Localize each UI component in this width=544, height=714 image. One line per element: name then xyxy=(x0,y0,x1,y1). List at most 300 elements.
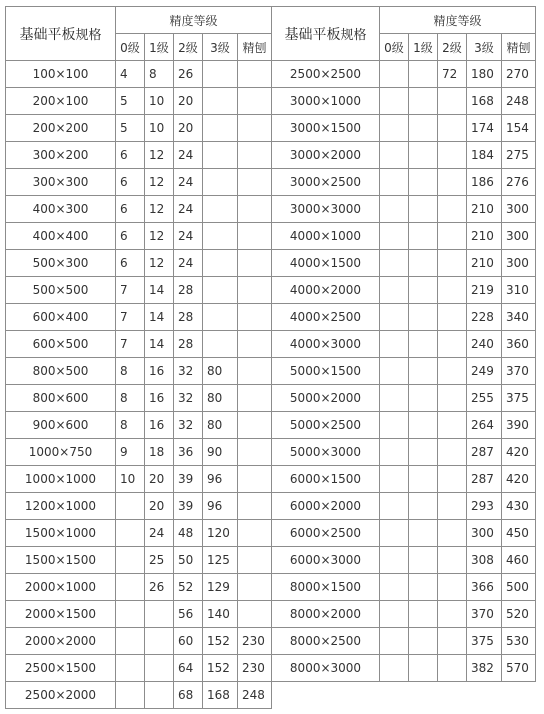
left-size-cell: 200×100 xyxy=(6,88,116,115)
right-grade-2-cell xyxy=(438,412,467,439)
table-row xyxy=(6,628,536,655)
right-grade-0-cell xyxy=(380,169,409,196)
grade-col-1-left: 1级 xyxy=(145,34,174,61)
left-grade-3-cell: 90 xyxy=(203,439,238,466)
right-grade-1-cell xyxy=(409,250,438,277)
right-grade-2-cell xyxy=(438,223,467,250)
left-grade-1-cell: 10 xyxy=(145,115,174,142)
right-grade-0-cell xyxy=(380,88,409,115)
right-grade-1-cell xyxy=(409,277,438,304)
right-grade-2-cell xyxy=(438,655,467,682)
left-size-cell: 2500×2000 xyxy=(6,682,116,709)
right-grade-1-cell xyxy=(409,628,438,655)
right-grade-2-cell xyxy=(438,439,467,466)
left-grade-0-cell xyxy=(116,520,145,547)
right-grade-3-cell: 375 xyxy=(467,628,502,655)
right-grade-3-cell: 180 xyxy=(467,61,502,88)
right-planed-cell: 276 xyxy=(502,169,536,196)
right-planed-cell: 530 xyxy=(502,628,536,655)
right-planed-cell: 500 xyxy=(502,574,536,601)
left-grade-2-cell: 56 xyxy=(174,601,203,628)
right-size-cell: 5000×1500 xyxy=(272,358,380,385)
right-size-cell: 5000×3000 xyxy=(272,439,380,466)
right-grade-1-cell xyxy=(409,385,438,412)
right-size-cell: 4000×1000 xyxy=(272,223,380,250)
right-size-cell: 6000×2000 xyxy=(272,493,380,520)
right-planed-cell: 248 xyxy=(502,88,536,115)
left-grade-1-cell: 16 xyxy=(145,412,174,439)
left-grade-0-cell xyxy=(116,628,145,655)
left-grade-0-cell: 4 xyxy=(116,61,145,88)
left-grade-2-cell: 26 xyxy=(174,61,203,88)
right-grade-3-cell: 210 xyxy=(467,196,502,223)
right-size-cell: 5000×2500 xyxy=(272,412,380,439)
right-grade-3-cell: 300 xyxy=(467,520,502,547)
right-grade-1-cell xyxy=(409,88,438,115)
left-size-cell: 1500×1000 xyxy=(6,520,116,547)
left-size-cell: 1200×1000 xyxy=(6,493,116,520)
left-grade-0-cell xyxy=(116,601,145,628)
table-row xyxy=(6,547,536,574)
left-grade-3-cell xyxy=(203,115,238,142)
table-row xyxy=(6,331,536,358)
left-planed-cell xyxy=(238,142,272,169)
table-row xyxy=(6,88,536,115)
right-grade-0-cell xyxy=(380,493,409,520)
table-row xyxy=(6,466,536,493)
left-grade-3-cell xyxy=(203,169,238,196)
right-size-cell: 8000×3000 xyxy=(272,655,380,682)
grade-group-header-right: 精度等级 xyxy=(380,7,536,34)
right-grade-1-cell xyxy=(409,439,438,466)
table-row xyxy=(6,439,536,466)
left-planed-cell xyxy=(238,520,272,547)
right-planed-cell: 520 xyxy=(502,601,536,628)
left-grade-2-cell: 24 xyxy=(174,250,203,277)
right-size-cell: 6000×2500 xyxy=(272,520,380,547)
left-grade-1-cell: 16 xyxy=(145,358,174,385)
right-grade-0-cell xyxy=(380,142,409,169)
left-grade-2-cell: 36 xyxy=(174,439,203,466)
left-size-cell: 2500×1500 xyxy=(6,655,116,682)
left-grade-3-cell xyxy=(203,277,238,304)
right-grade-2-cell xyxy=(438,385,467,412)
right-grade-1-cell xyxy=(409,493,438,520)
left-grade-1-cell: 26 xyxy=(145,574,174,601)
left-size-cell: 400×300 xyxy=(6,196,116,223)
left-grade-2-cell: 24 xyxy=(174,223,203,250)
right-size-cell: 6000×3000 xyxy=(272,547,380,574)
left-size-cell: 100×100 xyxy=(6,61,116,88)
right-grade-0-cell xyxy=(380,277,409,304)
right-size-cell: 8000×2500 xyxy=(272,628,380,655)
right-size-cell: 3000×2500 xyxy=(272,169,380,196)
left-size-cell: 200×200 xyxy=(6,115,116,142)
left-grade-0-cell: 9 xyxy=(116,439,145,466)
left-grade-1-cell: 20 xyxy=(145,493,174,520)
left-grade-3-cell: 96 xyxy=(203,466,238,493)
grade-col-2-right: 2级 xyxy=(438,34,467,61)
right-planed-cell: 275 xyxy=(502,142,536,169)
left-grade-2-cell: 32 xyxy=(174,412,203,439)
left-grade-0-cell xyxy=(116,493,145,520)
right-planed-cell: 300 xyxy=(502,223,536,250)
right-grade-3-cell: 168 xyxy=(467,88,502,115)
left-size-cell: 1000×750 xyxy=(6,439,116,466)
right-grade-3-cell: 210 xyxy=(467,250,502,277)
left-grade-1-cell: 10 xyxy=(145,88,174,115)
left-grade-1-cell: 8 xyxy=(145,61,174,88)
left-grade-0-cell: 6 xyxy=(116,250,145,277)
right-planed-cell: 154 xyxy=(502,115,536,142)
left-grade-3-cell xyxy=(203,331,238,358)
left-grade-1-cell: 18 xyxy=(145,439,174,466)
left-grade-0-cell: 7 xyxy=(116,277,145,304)
grade-col-3-right: 3级 xyxy=(467,34,502,61)
table-row xyxy=(6,250,536,277)
left-planed-cell xyxy=(238,385,272,412)
left-grade-1-cell: 14 xyxy=(145,277,174,304)
left-grade-3-cell: 120 xyxy=(203,520,238,547)
left-grade-1-cell: 12 xyxy=(145,169,174,196)
right-grade-1-cell xyxy=(409,196,438,223)
right-planed-cell: 420 xyxy=(502,466,536,493)
right-grade-0-cell xyxy=(380,61,409,88)
left-grade-1-cell: 12 xyxy=(145,250,174,277)
right-grade-2-cell xyxy=(438,250,467,277)
left-grade-0-cell xyxy=(116,682,145,709)
left-size-cell: 600×500 xyxy=(6,331,116,358)
table-row xyxy=(6,169,536,196)
right-grade-3-cell: 249 xyxy=(467,358,502,385)
spec-header-right: 基础平板规格 xyxy=(272,7,380,61)
right-grade-1-cell xyxy=(409,466,438,493)
flatbed-spec-table xyxy=(5,6,536,709)
right-grade-2-cell xyxy=(438,547,467,574)
table-row xyxy=(6,142,536,169)
right-grade-3-cell: 210 xyxy=(467,223,502,250)
grade-col-2-left: 2级 xyxy=(174,34,203,61)
left-planed-cell xyxy=(238,331,272,358)
left-grade-3-cell: 168 xyxy=(203,682,238,709)
left-grade-1-cell: 24 xyxy=(145,520,174,547)
right-grade-3-cell: 366 xyxy=(467,574,502,601)
right-grade-0-cell xyxy=(380,574,409,601)
left-size-cell: 800×500 xyxy=(6,358,116,385)
right-grade-0-cell xyxy=(380,655,409,682)
table-row xyxy=(6,358,536,385)
header-row-1 xyxy=(6,7,536,34)
left-grade-3-cell: 80 xyxy=(203,385,238,412)
left-size-cell: 300×300 xyxy=(6,169,116,196)
right-grade-1-cell xyxy=(409,331,438,358)
right-grade-2-cell xyxy=(438,142,467,169)
left-grade-2-cell: 20 xyxy=(174,115,203,142)
right-grade-3-cell: 255 xyxy=(467,385,502,412)
left-planed-cell xyxy=(238,439,272,466)
right-grade-1-cell xyxy=(409,142,438,169)
left-grade-0-cell: 8 xyxy=(116,385,145,412)
spec-header-left: 基础平板规格 xyxy=(6,7,116,61)
left-planed-cell xyxy=(238,115,272,142)
right-planed-cell: 300 xyxy=(502,250,536,277)
right-grade-2-cell xyxy=(438,466,467,493)
right-grade-3-cell: 370 xyxy=(467,601,502,628)
left-grade-1-cell xyxy=(145,628,174,655)
left-grade-0-cell: 6 xyxy=(116,142,145,169)
left-grade-0-cell: 7 xyxy=(116,304,145,331)
left-grade-0-cell: 10 xyxy=(116,466,145,493)
left-grade-2-cell: 28 xyxy=(174,331,203,358)
left-grade-2-cell: 60 xyxy=(174,628,203,655)
grade-col-planed-right: 精刨 xyxy=(502,34,536,61)
left-grade-3-cell xyxy=(203,196,238,223)
left-grade-1-cell: 12 xyxy=(145,223,174,250)
left-grade-2-cell: 24 xyxy=(174,196,203,223)
left-grade-2-cell: 32 xyxy=(174,358,203,385)
left-planed-cell xyxy=(238,250,272,277)
right-grade-1-cell xyxy=(409,304,438,331)
right-planed-cell: 420 xyxy=(502,439,536,466)
right-grade-0-cell xyxy=(380,466,409,493)
right-planed-cell: 450 xyxy=(502,520,536,547)
right-size-cell: 6000×1500 xyxy=(272,466,380,493)
left-grade-0-cell xyxy=(116,547,145,574)
left-grade-0-cell: 6 xyxy=(116,196,145,223)
left-grade-3-cell: 129 xyxy=(203,574,238,601)
left-grade-2-cell: 28 xyxy=(174,304,203,331)
right-grade-1-cell xyxy=(409,169,438,196)
right-grade-3-cell: 287 xyxy=(467,466,502,493)
left-grade-3-cell xyxy=(203,88,238,115)
right-size-cell: 3000×1500 xyxy=(272,115,380,142)
left-grade-2-cell: 48 xyxy=(174,520,203,547)
right-size-cell: 5000×2000 xyxy=(272,385,380,412)
right-size-cell: 4000×2000 xyxy=(272,277,380,304)
left-grade-3-cell: 125 xyxy=(203,547,238,574)
left-planed-cell xyxy=(238,493,272,520)
right-grade-3-cell: 264 xyxy=(467,412,502,439)
right-grade-0-cell xyxy=(380,250,409,277)
left-size-cell: 2000×1500 xyxy=(6,601,116,628)
right-grade-1-cell xyxy=(409,223,438,250)
right-grade-0-cell xyxy=(380,385,409,412)
left-grade-3-cell: 140 xyxy=(203,601,238,628)
right-planed-cell: 370 xyxy=(502,358,536,385)
right-grade-2-cell xyxy=(438,169,467,196)
left-grade-2-cell: 24 xyxy=(174,169,203,196)
right-grade-1-cell xyxy=(409,520,438,547)
left-grade-2-cell: 68 xyxy=(174,682,203,709)
right-planed-cell: 310 xyxy=(502,277,536,304)
left-planed-cell xyxy=(238,304,272,331)
left-grade-1-cell: 14 xyxy=(145,331,174,358)
left-planed-cell xyxy=(238,358,272,385)
right-grade-1-cell xyxy=(409,358,438,385)
left-size-cell: 300×200 xyxy=(6,142,116,169)
left-size-cell: 500×300 xyxy=(6,250,116,277)
left-grade-0-cell: 5 xyxy=(116,88,145,115)
right-grade-3-cell: 240 xyxy=(467,331,502,358)
left-planed-cell xyxy=(238,277,272,304)
table-row xyxy=(6,385,536,412)
grade-col-1-right: 1级 xyxy=(409,34,438,61)
right-size-cell: 4000×2500 xyxy=(272,304,380,331)
right-planed-cell: 390 xyxy=(502,412,536,439)
right-grade-0-cell xyxy=(380,520,409,547)
left-grade-3-cell: 152 xyxy=(203,655,238,682)
right-grade-1-cell xyxy=(409,547,438,574)
right-planed-cell: 300 xyxy=(502,196,536,223)
left-grade-1-cell: 25 xyxy=(145,547,174,574)
left-grade-3-cell: 80 xyxy=(203,358,238,385)
left-planed-cell xyxy=(238,169,272,196)
table-row xyxy=(6,574,536,601)
right-grade-2-cell xyxy=(438,115,467,142)
table-row xyxy=(6,682,536,709)
left-planed-cell xyxy=(238,196,272,223)
left-size-cell: 400×400 xyxy=(6,223,116,250)
right-grade-0-cell xyxy=(380,547,409,574)
left-grade-0-cell: 8 xyxy=(116,358,145,385)
right-planed-cell: 360 xyxy=(502,331,536,358)
left-grade-1-cell: 16 xyxy=(145,385,174,412)
right-size-cell: 3000×2000 xyxy=(272,142,380,169)
left-grade-2-cell: 32 xyxy=(174,385,203,412)
table-row xyxy=(6,61,536,88)
left-planed-cell xyxy=(238,88,272,115)
right-grade-2-cell xyxy=(438,493,467,520)
table-row xyxy=(6,115,536,142)
left-size-cell: 2000×2000 xyxy=(6,628,116,655)
empty-filler-cell xyxy=(272,682,536,709)
left-grade-3-cell xyxy=(203,223,238,250)
left-planed-cell xyxy=(238,466,272,493)
left-planed-cell xyxy=(238,412,272,439)
right-grade-2-cell xyxy=(438,88,467,115)
right-grade-1-cell xyxy=(409,655,438,682)
right-size-cell: 8000×2000 xyxy=(272,601,380,628)
right-grade-1-cell xyxy=(409,601,438,628)
right-grade-1-cell xyxy=(409,412,438,439)
right-grade-3-cell: 219 xyxy=(467,277,502,304)
right-grade-2-cell xyxy=(438,331,467,358)
table-row xyxy=(6,196,536,223)
right-grade-0-cell xyxy=(380,115,409,142)
right-grade-1-cell xyxy=(409,574,438,601)
right-grade-0-cell xyxy=(380,412,409,439)
right-size-cell: 3000×1000 xyxy=(272,88,380,115)
left-grade-2-cell: 50 xyxy=(174,547,203,574)
right-grade-1-cell xyxy=(409,61,438,88)
right-grade-3-cell: 382 xyxy=(467,655,502,682)
left-size-cell: 800×600 xyxy=(6,385,116,412)
left-grade-3-cell xyxy=(203,304,238,331)
right-planed-cell: 430 xyxy=(502,493,536,520)
right-size-cell: 8000×1500 xyxy=(272,574,380,601)
right-planed-cell: 375 xyxy=(502,385,536,412)
right-grade-2-cell xyxy=(438,277,467,304)
right-grade-0-cell xyxy=(380,358,409,385)
left-size-cell: 1000×1000 xyxy=(6,466,116,493)
left-grade-2-cell: 64 xyxy=(174,655,203,682)
right-grade-2-cell xyxy=(438,628,467,655)
right-grade-3-cell: 287 xyxy=(467,439,502,466)
left-grade-2-cell: 39 xyxy=(174,493,203,520)
left-grade-1-cell: 12 xyxy=(145,142,174,169)
left-grade-3-cell: 80 xyxy=(203,412,238,439)
right-grade-0-cell xyxy=(380,439,409,466)
right-grade-0-cell xyxy=(380,223,409,250)
left-grade-1-cell: 12 xyxy=(145,196,174,223)
left-planed-cell xyxy=(238,547,272,574)
right-grade-0-cell xyxy=(380,196,409,223)
left-planed-cell xyxy=(238,223,272,250)
table-row xyxy=(6,520,536,547)
left-grade-2-cell: 52 xyxy=(174,574,203,601)
left-grade-0-cell: 8 xyxy=(116,412,145,439)
table-row xyxy=(6,493,536,520)
left-grade-0-cell: 6 xyxy=(116,169,145,196)
table-row xyxy=(6,304,536,331)
left-grade-2-cell: 28 xyxy=(174,277,203,304)
left-planed-cell xyxy=(238,574,272,601)
right-size-cell: 2500×2500 xyxy=(272,61,380,88)
left-planed-cell: 230 xyxy=(238,628,272,655)
right-planed-cell: 270 xyxy=(502,61,536,88)
right-grade-2-cell: 72 xyxy=(438,61,467,88)
grade-col-3-left: 3级 xyxy=(203,34,238,61)
table-row xyxy=(6,655,536,682)
right-grade-1-cell xyxy=(409,115,438,142)
left-grade-0-cell: 6 xyxy=(116,223,145,250)
left-size-cell: 500×500 xyxy=(6,277,116,304)
left-grade-0-cell: 5 xyxy=(116,115,145,142)
right-grade-0-cell xyxy=(380,601,409,628)
left-grade-3-cell xyxy=(203,61,238,88)
left-grade-0-cell xyxy=(116,574,145,601)
left-size-cell: 2000×1000 xyxy=(6,574,116,601)
right-grade-2-cell xyxy=(438,196,467,223)
right-grade-2-cell xyxy=(438,574,467,601)
right-planed-cell: 570 xyxy=(502,655,536,682)
left-grade-3-cell: 96 xyxy=(203,493,238,520)
left-grade-3-cell xyxy=(203,142,238,169)
left-grade-2-cell: 39 xyxy=(174,466,203,493)
right-grade-0-cell xyxy=(380,304,409,331)
grade-group-header-left: 精度等级 xyxy=(116,7,272,34)
left-grade-1-cell: 20 xyxy=(145,466,174,493)
grade-col-planed-left: 精刨 xyxy=(238,34,272,61)
right-grade-2-cell xyxy=(438,601,467,628)
left-size-cell: 600×400 xyxy=(6,304,116,331)
right-grade-2-cell xyxy=(438,304,467,331)
right-planed-cell: 340 xyxy=(502,304,536,331)
left-grade-0-cell: 7 xyxy=(116,331,145,358)
left-planed-cell xyxy=(238,61,272,88)
left-size-cell: 900×600 xyxy=(6,412,116,439)
grade-col-0-left: 0级 xyxy=(116,34,145,61)
table-row xyxy=(6,223,536,250)
right-grade-0-cell xyxy=(380,331,409,358)
right-grade-2-cell xyxy=(438,520,467,547)
right-grade-3-cell: 228 xyxy=(467,304,502,331)
right-planed-cell: 460 xyxy=(502,547,536,574)
right-size-cell: 4000×3000 xyxy=(272,331,380,358)
left-grade-1-cell xyxy=(145,655,174,682)
left-planed-cell xyxy=(238,601,272,628)
left-grade-3-cell xyxy=(203,250,238,277)
